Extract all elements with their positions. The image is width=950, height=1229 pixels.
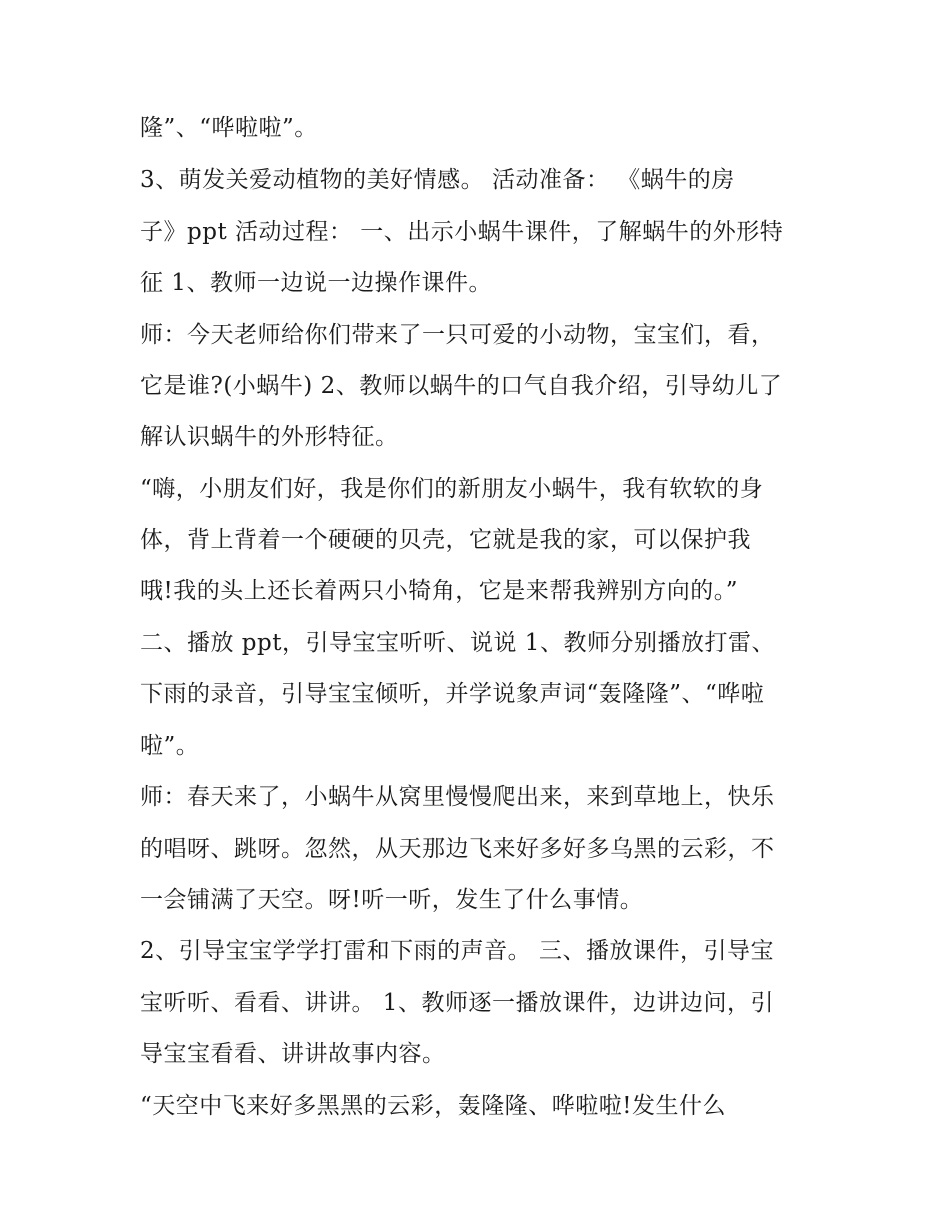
text-line: “嗨，小朋友们好，我是你们的新朋友小蜗牛，我有软软的身: [140, 476, 764, 502]
text-line: 啦”。: [140, 733, 200, 759]
text-line: 2、引导宝宝学学打雷和下雨的声音。 三、播放课件，引导宝: [140, 938, 774, 964]
text-line: 子》ppt 活动过程： 一、出示小蜗牛课件，了解蜗牛的外形特: [140, 219, 784, 245]
text-line: 3、萌发关爱动植物的美好情感。 活动准备： 《蜗牛的房: [140, 167, 735, 193]
text-line: 师：春天来了，小蜗牛从窝里慢慢爬出来，来到草地上，快乐: [140, 784, 775, 810]
text-line: 师：今天老师给你们带来了一只可爱的小动物，宝宝们，看，: [140, 322, 775, 348]
text-line: 征 1、教师一边说一边操作课件。: [140, 270, 492, 296]
text-line: 导宝宝看看、讲讲故事内容。: [140, 1041, 446, 1067]
text-line: 隆”、“哗啦啦”。: [140, 115, 318, 141]
text-line: 一会铺满了天空。呀!听一听，发生了什么事情。: [140, 887, 644, 913]
text-line: 哦!我的头上还长着两只小犄角，它是来帮我辨别方向的。”: [140, 578, 739, 604]
text-line: 它是谁?(小蜗牛) 2、教师以蜗牛的口气自我介绍，引导幼儿了: [140, 373, 783, 399]
text-line: 解认识蜗牛的外形特征。: [140, 424, 399, 450]
text-line: 的唱呀、跳呀。忽然，从天那边飞来好多好多乌黑的云彩，不: [140, 836, 775, 862]
text-line: 宝听听、看看、讲讲。 1、教师逐一播放课件，边讲边问，引: [140, 990, 774, 1016]
text-line: 下雨的录音，引导宝宝倾听，并学说象声词“轰隆隆”、“哗啦: [140, 681, 765, 707]
text-line: “天空中飞来好多黑黑的云彩，轰隆隆、哗啦啦!发生什么: [140, 1093, 727, 1119]
text-line: 体，背上背着一个硬硬的贝壳，它就是我的家，可以保护我: [140, 527, 751, 553]
text-line: 二、播放 ppt，引导宝宝听听、说说 1、教师分别播放打雷、: [140, 630, 775, 656]
